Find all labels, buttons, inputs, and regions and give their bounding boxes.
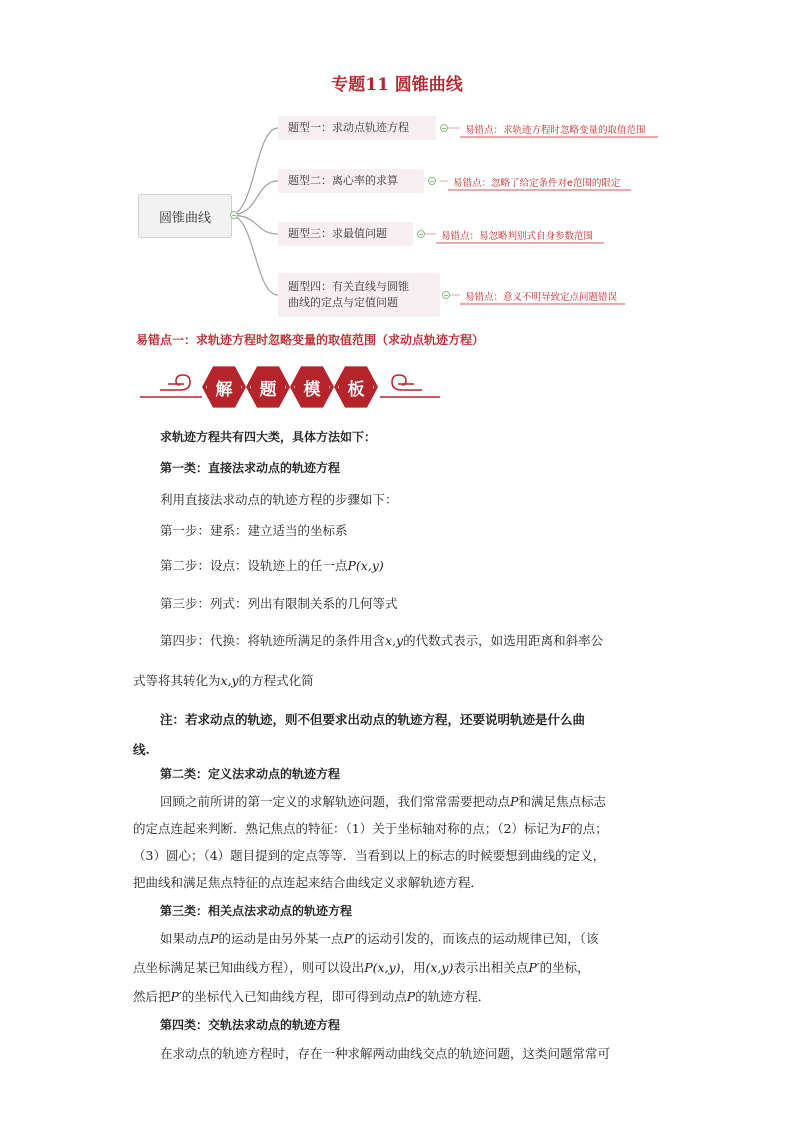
cat3-l1-text-b: 的运动是由另外某一点 (218, 931, 344, 946)
category-2-title: 第二类：定义法求动点的轨迹方程 (160, 767, 341, 781)
step-3: 第三步：列式：列出有限制关系的几何等式 (160, 596, 398, 611)
category-2-line-3: （3）圆心；（4）题目提到的定点等等．当看到以上的标志的时候要想到曲线的定义， (133, 848, 606, 863)
category-4-line-1: 在求动点的轨迹方程时，存在一种求解两动曲线交点的轨迹问题，这类问题常常可 (160, 1046, 611, 1061)
pitfall-note-4: 易错点：意义不明导致定点问题错误 (465, 292, 618, 303)
category-3-title: 第三类：相关点法求动点的轨迹方程 (160, 904, 353, 918)
cat3-l2-math-1: P(x,y) (364, 960, 401, 975)
step-4-line-1 (160, 631, 603, 649)
note-line-1: 注：若求动点的轨迹，则不但要求出动点的轨迹方程，还要说明轨迹是什么曲 (160, 712, 586, 727)
cat2-l1-text-b: 和满足焦点标志 (518, 794, 606, 809)
banner-char-3: 模 (303, 379, 321, 400)
cat2-l2-text-a: 的定点连起来判断．熟记焦点的特征：（1）关于坐标轴对称的点；（2）标记为 (133, 821, 562, 836)
collapse-icon[interactable] (428, 177, 436, 185)
collapse-icon[interactable] (230, 211, 238, 219)
mind-map-branch-4[interactable] (278, 273, 440, 317)
cat2-l1-math: P (510, 794, 519, 809)
cat3-l3-math-2: P (406, 989, 416, 1004)
category-1-desc: 利用直接法求动点的轨迹方程的步骤如下： (160, 492, 398, 507)
solution-template-banner (140, 362, 440, 412)
cat3-l1-math-2: P′ (343, 931, 355, 946)
cat2-l1-text-a: 回顾之前所讲的第一定义的求解轨迹问题，我们常常需要把动点 (160, 794, 511, 809)
cat3-l3-text-a: 然后把 (133, 989, 171, 1004)
cat3-l3-text-c: 的轨迹方程． (415, 989, 491, 1004)
cat3-l3-text-b: 的坐标代入已知曲线方程，即可得到动点 (181, 989, 407, 1004)
note-line-2: 线. (133, 742, 150, 757)
branch-4-line-1: 题型四：有关直线与圆锥 (288, 280, 409, 293)
pitfall-note-2: 易错点：忽略了给定条件对e范围的限定 (453, 178, 621, 189)
step-4-line-2 (133, 671, 314, 689)
category-2-line-4: 把曲线和满足焦点特征的点连起来结合曲线定义求解轨迹方程． (133, 875, 484, 890)
cat3-l2-text-a: 点坐标满足某已知曲线方程），则可以设出 (133, 960, 365, 975)
category-2-line-1 (160, 792, 606, 810)
category-1-title: 第一类：直接法求动点的轨迹方程 (160, 461, 341, 475)
cat3-l1-text-c: 的运动引发的，而该点的运动规律已知，（该 (354, 931, 599, 946)
category-3-line-2 (133, 958, 590, 976)
category-3-line-3 (133, 987, 490, 1005)
mind-map-branch-1[interactable]: 题型一：求动点轨迹方程 (278, 116, 436, 140)
category-2-line-2 (133, 819, 608, 837)
cat2-l2-text-b: 的点； (570, 821, 608, 836)
step-4-text-d: 的方程式化简 (238, 673, 314, 688)
step-2-text: 第二步：设点：设轨迹上的任一点 (160, 558, 348, 573)
mind-map-branch-2[interactable]: 题型二：离心率的求算 (278, 169, 424, 193)
banner-char-1: 解 (215, 379, 233, 400)
banner-char-4: 板 (347, 379, 365, 400)
step-2-math: P(x,y) (347, 558, 384, 573)
step-4-text-b: 的代数式表示，如选用距离和斜率公 (403, 633, 604, 648)
step-4-text-c: 式等将其转化为 (133, 673, 221, 688)
cat3-l2-math-3: P′ (528, 960, 540, 975)
page-title: 专题11 圆锥曲线 (331, 75, 463, 95)
collapse-icon[interactable] (442, 291, 450, 299)
banner-char-2: 题 (259, 379, 277, 400)
category-3-line-1 (160, 929, 598, 947)
collapse-icon[interactable] (440, 124, 448, 132)
pitfall-heading: 易错点一：求轨迹方程时忽略变量的取值范围（求动点轨迹方程） (136, 333, 485, 347)
cat2-l2-math: F (561, 821, 571, 836)
step-2 (160, 556, 384, 574)
step-4-math-2: x,y (220, 673, 239, 688)
cat3-l3-math-1: P′ (170, 989, 182, 1004)
mind-map-root[interactable]: 圆锥曲线 (138, 194, 232, 238)
branch-4-line-2: 曲线的定点与定值问题 (288, 296, 398, 309)
intro-text: 求轨迹方程共有四大类，具体方法如下： (160, 430, 377, 444)
mind-map-branch-3[interactable]: 题型三：求最值问题 (278, 222, 413, 246)
step-1: 第一步：建系：建立适当的坐标系 (160, 523, 348, 538)
cat3-l2-text-d: 的坐标， (539, 960, 590, 975)
cat3-l1-text-a: 如果动点 (160, 931, 211, 946)
cat3-l2-text-c: 表示出相关点 (453, 960, 529, 975)
cat3-l1-math-1: P (210, 931, 219, 946)
cat3-l2-math-2: (x,y) (425, 960, 454, 975)
cat3-l2-text-b: ，用 (400, 960, 426, 975)
collapse-icon[interactable] (417, 230, 425, 238)
step-4-math-1: x,y (385, 633, 404, 648)
category-4-title: 第四类：交轨法求动点的轨迹方程 (160, 1018, 341, 1032)
pitfall-note-3: 易错点：易忽略判别式自身参数范围 (441, 231, 594, 242)
pitfall-note-1: 易错点：求轨迹方程时忽略变量的取值范围 (465, 125, 646, 136)
step-4-text-a: 第四步：代换：将轨迹所满足的条件用含 (160, 633, 386, 648)
